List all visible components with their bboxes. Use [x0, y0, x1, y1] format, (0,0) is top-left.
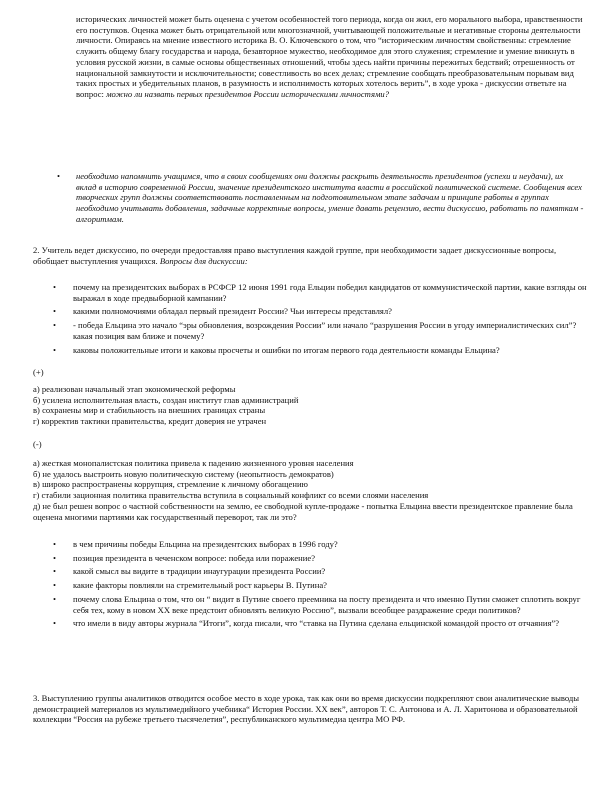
bullet-icon: • — [53, 580, 57, 591]
list-item — [52, 566, 588, 577]
list-item: г) стабили зационная политика правительства вступила в социальный конфликт со всеми слоями населения — [33, 490, 429, 501]
list-item — [52, 580, 588, 591]
bullet-icon: • — [53, 344, 57, 355]
list-item: а) жесткая монопалистская политика привела к падению жизненного уровня населения — [33, 458, 354, 468]
teacher-note-list — [56, 171, 584, 225]
bullet-icon: • — [53, 593, 57, 604]
bullet-icon: • — [53, 320, 57, 331]
bullet-icon: • — [53, 618, 57, 629]
bullet-icon: • — [53, 282, 57, 292]
question-text: позиция президента в чеченском вопросе: победа или поражение? — [73, 552, 316, 563]
bullet-icon: • — [57, 171, 61, 181]
list-item: б) не удалось выстроить новую политическую систему (неопытность демократов) — [33, 468, 334, 479]
list-item — [52, 282, 588, 303]
section-2-paragraph — [33, 245, 588, 266]
list-item — [52, 553, 588, 564]
bullet-icon: • — [53, 539, 57, 549]
intro-question: можно ли назвать первых президентов России историческими личностями? — [106, 88, 390, 99]
list-item — [52, 320, 588, 341]
section-2-text: 2. Учитель ведет дискуссию, по очереди предоставляя право выступления каждой группе, при необходимости задает дискуссионные вопросы, обобщает выступления учащихся. — [33, 245, 557, 266]
discussion-questions-list — [52, 282, 588, 358]
cons-list — [33, 458, 588, 522]
bullet-icon: • — [53, 552, 57, 563]
list-item — [52, 594, 588, 615]
list-item: д) не был решен вопрос о частной собственности на землю, ее свободной купле-продаже - попытка Ельцина ввести президентское правление была оценена многими партиями как государственный переворот, так ли это? — [33, 500, 573, 522]
bullet-icon: • — [53, 306, 57, 317]
question-text: какими полномочиями обладал первый президент России? Чьи интересы представлял? — [73, 306, 392, 317]
teacher-note — [56, 171, 584, 225]
list-item: б) усилена исполнительная власть, создан институт глав администраций — [33, 394, 299, 405]
teacher-note-text: необходимо напомнить учащимся, что в своих сообщениях они должны раскрыть деятельность президентов (успехи и неудачи), их вклад в историю современной России, значение президентского института власти в российской политической системе. Сообщения всех творческих групп должны соответствовать поставленным на подготовительном этапе задачам и принципе работы в группах необходимо учитывать добавления, задачные корректные вопросы, умение давать рецензию, вести дискуссию, работать по памяткам - алгоритмам. — [76, 171, 584, 224]
bullet-icon: • — [53, 566, 57, 577]
list-item — [52, 345, 588, 356]
discussion-questions-label: Вопросы для дискуссии: — [159, 255, 248, 266]
section-3-paragraph: 3. Выступлению группы аналитиков отводится особое место в ходе урока, так как они во время дискуссии подкрепляют свои аналитические выводы демонстрацией материалов из мультимедийного учебника“ История России. XX век”, авторов Т. С. Антонова и А. Л. Харитонова и образовательной коллекции “Россия на рубеже третьего тысячелетия”, республиканского мультимедиа центра МО РФ. — [33, 693, 580, 725]
follow-up-questions-list — [52, 539, 588, 632]
question-text: какой смысл вы видите в традиции инаугурации президента России? — [73, 566, 326, 577]
question-text: - победа Ельцина это начало “эры обновления, возрождения России” или начало “разрушения России в угоду империалистических сил”? какая позиция вам ближе и почему? — [73, 320, 577, 341]
list-item: г) корректив тактики правительства, кредит доверия не утрачен — [33, 416, 267, 427]
pros-label: (+) — [33, 367, 44, 377]
list-item — [52, 306, 588, 317]
question-text: какие факторы повлияли на стремительный рост карьеры В. Путина? — [73, 580, 327, 591]
list-item — [52, 539, 588, 550]
question-text: почему на президентских выборах в РСФСР 12 июня 1991 года Ельцин победил кандидатов от коммунистической партии, какие взгляды он выражал в ходе предвыборной кампании? — [73, 282, 587, 303]
list-item: в) сохранены мир и стабильность на внешних границах страны — [33, 405, 266, 416]
question-text: что имели в виду авторы журнала “Итоги”, когда писали, что “ставка на Путина сделана ельцинской командой просто от отчаяния”? — [73, 618, 560, 629]
cons-label: (-) — [33, 439, 42, 449]
question-text: каковы положительные итоги и каковы просчеты и ошибки по итогам первого года деятельности команды Ельцина? — [73, 344, 500, 355]
list-item: в) широко распространены коррупция, стремление к личному обогащению — [33, 479, 308, 490]
intro-text: исторических личностей может быть оценена с учетом особенностей того периода, когда он жил, его морального выбора, нравственности его поступков. Оценка может быть отрицательной или многозначной, учитывающей положительные и негативные стороны деятельности личности. Опираясь на мнение известного историка В. О. Ключевского о том, что “историческим личностям свойственны: стремление служить общему благу государства и народа, безавторное мужество, необходимое для этого служения; стремление и умение вникнуть в условия русской жизни, в самые основы общественных отношений, чтобы здесь найти причины пережитых бедствий; отрешенность от национальной замкнутости и исключительности; совестливость во всех делах; стремление сообщать преобразовательным порывам вид таких простых и убедительных планов, в разумность и исполнимость которых хотелось верить”, в ходе урока - дискуссии ответьте на вопрос: — [76, 14, 583, 99]
list-item — [52, 618, 588, 629]
intro-paragraph — [76, 14, 584, 100]
pros-list — [33, 384, 588, 427]
list-item: а) реализован начальный этап экономической реформы — [33, 384, 236, 394]
question-text: почему слова Ельцина о том, что он “ видит в Путине своего преемника на посту президента и что именно Путин сможет сплотить вокруг себя тех, кому в новом XX веке предстоит обновлять великую Россию”, вызвали всеобщее раздражение среди политиков? — [73, 593, 581, 615]
question-text: в чем причины победы Ельцина на президентских выборах в 1996 году? — [73, 539, 338, 549]
